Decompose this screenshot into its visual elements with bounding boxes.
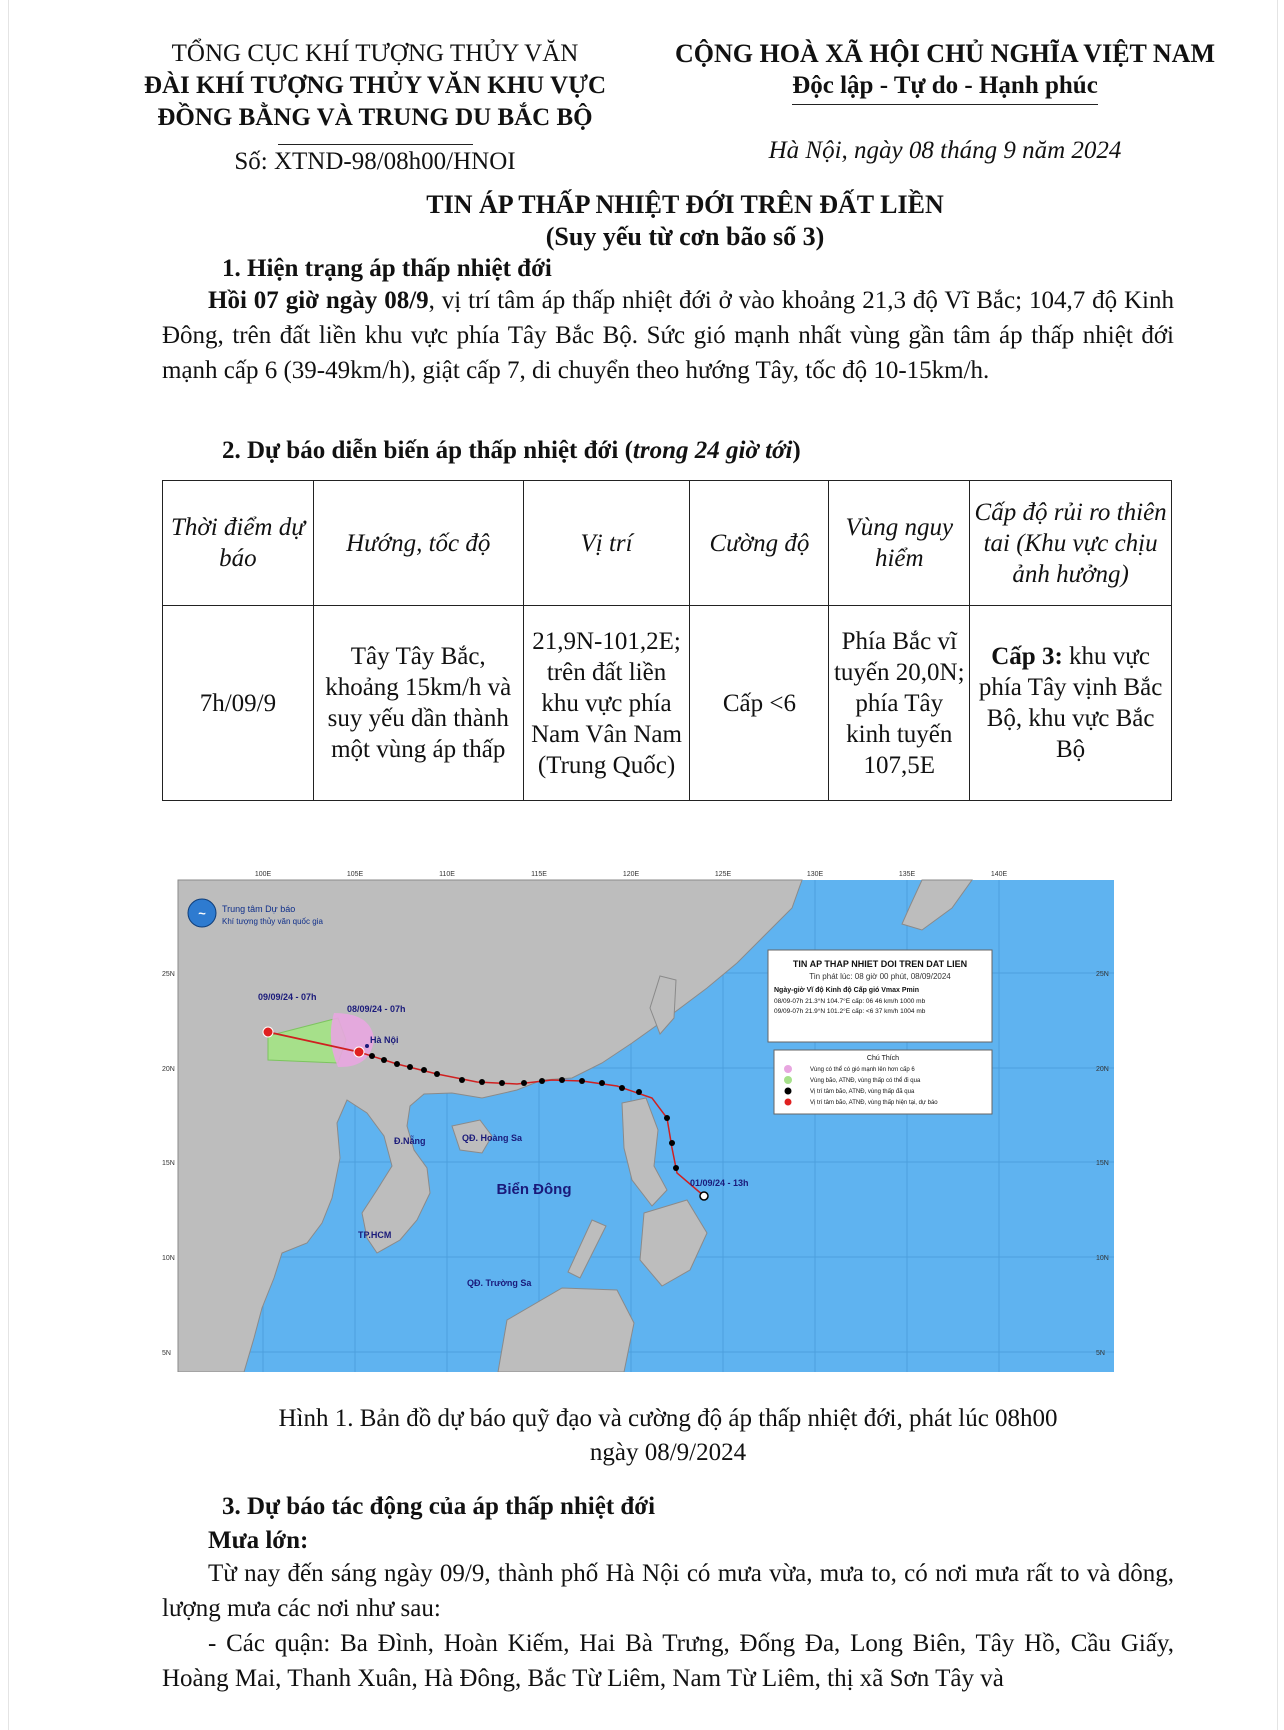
- svg-text:~: ~: [198, 906, 206, 921]
- page-edge-right: [1277, 0, 1278, 1730]
- table-row: [163, 606, 1172, 801]
- issuer-line-2: ĐÀI KHÍ TƯỢNG THỦY VĂN KHU VỰC: [143, 72, 607, 99]
- label-current-time: 08/09/24 - 07h: [347, 1004, 406, 1014]
- risk-level-label: Cấp 3:: [991, 643, 1063, 670]
- risk-level-area: khu vực phía Tây vịnh Bắc Bộ, khu vực Bắc Bộ: [978, 643, 1163, 763]
- section-3-text-2: - Các quận: Ba Đình, Hoàn Kiếm, Hai Bà Trưng, Đống Đa, Long Biên, Tây Hồ, Cầu Giấy, Hoàng Mai, Thanh Xuân, Hà Đông, Bắc Từ Liêm, Nam Từ Liêm, thị xã Sơn Tây và: [162, 1630, 1174, 1692]
- table-header-cell: Vị trí: [523, 481, 690, 606]
- label-hanoi: Hà Nội: [370, 1035, 399, 1045]
- lat-label: 15N: [1096, 1160, 1109, 1167]
- hanoi-dot: [365, 1044, 369, 1048]
- lat-label: 20N: [1096, 1066, 1109, 1073]
- lon-label: 100E: [254, 871, 272, 878]
- lon-label: 110E: [439, 871, 455, 878]
- lon-label: 125E: [714, 871, 732, 878]
- table-header-cell: Cường độ: [690, 481, 829, 606]
- cell-intensity: Cấp <6: [690, 606, 829, 801]
- lat-label: 25N: [162, 971, 175, 978]
- section-1-lead: Hồi 07 giờ ngày 08/9: [208, 287, 429, 314]
- legend-item: Vị trí tâm bão, ATNĐ, vùng thấp hiện tại, dự báo: [810, 1100, 938, 1106]
- issuer-underline: [278, 144, 473, 145]
- lon-label: 105E: [346, 871, 364, 878]
- section-3-text-1: Từ nay đến sáng ngày 09/9, thành phố Hà Nội có mưa vừa, mưa to, có nơi mưa rất to và dông, lượng mưa các nơi như sau:: [162, 1560, 1174, 1622]
- legend-cone-swatch: [784, 1076, 792, 1084]
- section-2-heading-bold: 2. Dự báo diễn biến áp thấp nhiệt đới (: [222, 437, 633, 464]
- figure-caption: [162, 1402, 1174, 1470]
- table-header-cell: Thời điểm dự báo: [163, 481, 314, 606]
- info-row: 08/09-07h 21.3°N 104.7°E cấp: 06 46 km/h 1000 mb: [774, 998, 926, 1005]
- section-2-heading-close: ): [792, 437, 801, 464]
- label-truongsa: QĐ. Trường Sa: [467, 1278, 532, 1288]
- label-bien-dong: Biển Đông: [496, 1181, 572, 1198]
- agency-name-line-1: Trung tâm Dự báo: [222, 904, 296, 914]
- info-issued: Tin phát lúc: 08 giờ 00 phút, 08/09/2024: [809, 972, 951, 981]
- lat-label: 25N: [1096, 971, 1109, 978]
- lat-label: 5N: [162, 1350, 171, 1357]
- section-1-heading: 1. Hiện trạng áp thấp nhiệt đới: [222, 255, 552, 282]
- table-header-cell: Vùng nguy hiểm: [829, 481, 970, 606]
- cell-danger-zone: Phía Bắc vĩ tuyến 20,0N; phía Tây kinh tuyến 107,5E: [829, 606, 970, 801]
- table-header-cell: Cấp độ rủi ro thiên tai (Khu vực chịu ảnh hưởng): [970, 481, 1172, 606]
- section-3-paragraph-2: [162, 1626, 1174, 1696]
- table-header-cell: Hướng, tốc độ: [313, 481, 523, 606]
- page-edge-left: [8, 0, 9, 1730]
- forecast-center-marker: [263, 1027, 273, 1037]
- info-title: TIN AP THAP NHIET DOI TREN DAT LIEN: [792, 959, 968, 969]
- national-header: [650, 38, 1240, 105]
- place-date: Hà Nội, ngày 08 tháng 9 năm 2024: [768, 137, 1122, 164]
- label-forecast-time: 09/09/24 - 07h: [258, 992, 317, 1002]
- title-main: TIN ÁP THẤP NHIỆT ĐỚI TRÊN ĐẤT LIỀN: [426, 190, 944, 219]
- document-title: [150, 189, 1220, 253]
- cell-time: 7h/09/9: [163, 606, 314, 801]
- legend-item: Vùng có thể có gió mạnh lên hơn cấp 6: [810, 1067, 915, 1073]
- cell-risk-level: [970, 606, 1172, 801]
- label-hcm: TP.HCM: [358, 1230, 392, 1240]
- document-number: Số: XTND-98/08h00/HNOI: [234, 148, 516, 175]
- section-2-heading: [222, 437, 801, 465]
- legend-wind-swatch: [784, 1065, 792, 1073]
- info-row: 09/09-07h 21.9°N 101.2°E cấp: <6 37 km/h 1004 mb: [774, 1008, 926, 1015]
- section-2-heading-italic: trong 24 giờ tới: [632, 437, 793, 464]
- lon-label: 135E: [898, 871, 916, 878]
- info-columns: Ngày-giờ Vĩ độ Kinh độ Cấp gió Vmax Pmin: [774, 987, 919, 994]
- cell-direction: Tây Tây Bắc, khoảng 15km/h và suy yếu dần thành một vùng áp thấp: [313, 606, 523, 801]
- legend-current-swatch: [785, 1099, 792, 1106]
- lon-label: 140E: [990, 871, 1008, 878]
- forecast-map: [162, 868, 1128, 1372]
- track-start-marker: [700, 1192, 708, 1200]
- forecast-table: [162, 480, 1172, 801]
- country-name: CỘNG HOÀ XÃ HỘI CHỦ NGHĨA VIỆT NAM: [674, 39, 1216, 68]
- section-3-paragraph-1: [162, 1556, 1174, 1626]
- legend-item: Vị trí tâm bão, ATNĐ, vùng thấp đã qua: [810, 1089, 915, 1095]
- issuer-line-1: TỔNG CỤC KHÍ TƯỢNG THỦY VĂN: [171, 40, 579, 67]
- caption-line-2: ngày 08/9/2024: [589, 1439, 747, 1466]
- lon-label: 130E: [806, 871, 824, 878]
- lon-label: 115E: [531, 871, 547, 878]
- section-3-heading: 3. Dự báo tác động của áp thấp nhiệt đới: [222, 1493, 656, 1520]
- label-hoangsa: QĐ. Hoàng Sa: [462, 1133, 523, 1143]
- motto: Độc lập - Tự do - Hạnh phúc: [792, 72, 1098, 99]
- title-sub: (Suy yếu từ cơn bão số 3): [545, 222, 825, 251]
- table-header-row: [163, 481, 1172, 606]
- lat-label: 20N: [162, 1066, 175, 1073]
- lat-label: 5N: [1096, 1350, 1105, 1357]
- lat-label: 10N: [162, 1255, 175, 1262]
- motto-underline: [792, 104, 1098, 105]
- legend-title: Chú Thích: [866, 1055, 900, 1062]
- section-1-paragraph: [162, 283, 1174, 388]
- lon-label: 120E: [622, 871, 640, 878]
- section-3-subheading: Mưa lớn:: [208, 1527, 309, 1554]
- lat-label: 10N: [1096, 1255, 1109, 1262]
- lat-label: 15N: [162, 1160, 175, 1167]
- current-center-marker: [354, 1047, 364, 1057]
- legend-past-swatch: [785, 1088, 792, 1095]
- section-1-text: , vị trí tâm áp thấp nhiệt đới ở vào khoảng 21,3 độ Vĩ Bắc; 104,7 độ Kinh Đông, trên đất liền khu vực phía Tây Bắc Bộ. Sức gió mạnh nhất vùng gần tâm áp thấp nhiệt đới mạnh cấp 6 (39-49km/h), giật cấp 7, di chuyển theo hướng Tây, tốc độ 10-15km/h.: [162, 287, 1175, 384]
- label-track-start: 01/09/24 - 13h: [690, 1178, 749, 1188]
- agency-logo: [188, 899, 216, 927]
- label-danang: Đ.Nẵng: [394, 1136, 426, 1146]
- caption-line-1: Hình 1. Bản đồ dự báo quỹ đạo và cường độ áp thấp nhiệt đới, phát lúc 08h00: [278, 1405, 1058, 1432]
- issuer-block: [100, 38, 650, 145]
- legend-item: Vùng bão, ATNĐ, vùng thấp có thể đi qua: [810, 1078, 921, 1084]
- agency-name-line-2: Khí tượng thủy văn quốc gia: [222, 917, 323, 926]
- cell-position: 21,9N-101,2E; trên đất liền khu vực phía Nam Vân Nam (Trung Quốc): [523, 606, 690, 801]
- issuer-line-3: ĐỒNG BẰNG VÀ TRUNG DU BẮC BỘ: [157, 104, 593, 131]
